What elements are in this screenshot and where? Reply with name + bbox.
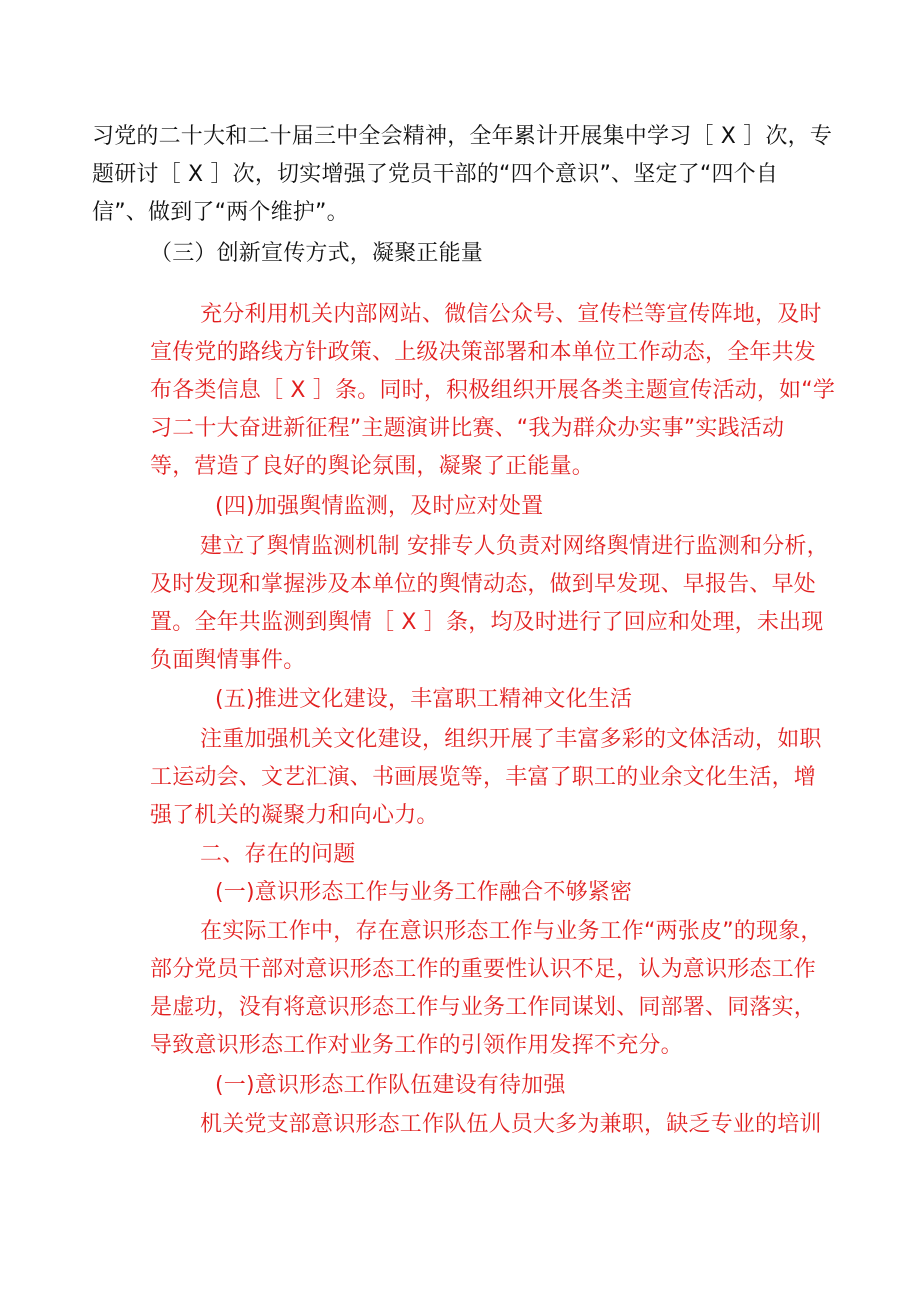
- paragraph-red-line-5: 等，营造了良好的舆论氛围，凝聚了正能量。: [150, 454, 595, 479]
- paragraph-red-line-12: 强了机关的凝聚力和向心力。: [150, 803, 439, 828]
- paragraph-red-line-15: 是虚功，没有将意识形态工作与业务工作同谋划、同部署、同落实，: [150, 995, 817, 1020]
- paragraph-red-line-6: 建立了舆情监测机制 安排专人负责对网络舆情进行监测和分析，: [200, 534, 829, 559]
- section-heading-4: (四)加强舆情监测，及时应对处置: [215, 494, 544, 519]
- section-heading-2-2: (一)意识形态工作队伍建设有待加强: [215, 1073, 566, 1098]
- section-heading-2-1: (一)意识形态工作与业务工作融合不够紧密: [215, 880, 633, 905]
- paragraph-red-line-14: 部分党员干部对意识形态工作的重要性认识不足，认为意识形态工作: [150, 957, 817, 982]
- paragraph-red-line-4: 习二十大奋进新征程”主题演讲比赛、“我为群众办实事”实践活动: [150, 416, 785, 441]
- chapter-heading-2: 二、存在的问题: [200, 842, 356, 867]
- paragraph-red-line-13: 在实际工作中，存在意识形态工作与业务工作“两张皮”的现象，: [200, 919, 823, 944]
- paragraph-red-line-8: 置。全年共监测到舆情［ X ］条，均及时进行了回应和处理，未出现: [150, 610, 824, 635]
- paragraph-red-line-11: 工运动会、文艺汇演、书画展览等，丰富了职工的业余文化生活，增: [150, 765, 817, 790]
- paragraph-red-line-9: 负面舆情事件。: [150, 648, 306, 673]
- paragraph-line-1: 习党的二十大和二十届三中全会精神，全年累计开展集中学习［ X ］次，专: [92, 124, 833, 149]
- paragraph-line-2: 题研讨［ X ］次，切实增强了党员干部的“四个意识”、坚定了“四个自: [92, 162, 779, 187]
- paragraph-line-3: 信”、做到了“两个维护”。: [92, 200, 349, 225]
- paragraph-red-line-10: 注重加强机关文化建设，组织开展了丰富多彩的文体活动，如职: [200, 727, 822, 752]
- paragraph-red-line-17: 机关党支部意识形态工作队伍人员大多为兼职，缺乏专业的培训: [200, 1112, 822, 1137]
- section-heading-3: （三）创新宣传方式，凝聚正能量: [150, 241, 484, 266]
- paragraph-red-line-1: 充分利用机关内部网站、微信公众号、宣传栏等宣传阵地，及时: [200, 302, 822, 327]
- paragraph-red-line-2: 宣传党的路线方针政策、上级决策部署和本单位工作动态，全年共发: [150, 340, 817, 365]
- paragraph-red-line-3: 布各类信息［ X ］条。同时，积极组织开展各类主题宣传活动，如“学: [150, 378, 836, 403]
- paragraph-red-line-16: 导致意识形态工作对业务工作的引领作用发挥不充分。: [150, 1033, 683, 1058]
- section-heading-5: (五)推进文化建设，丰富职工精神文化生活: [215, 687, 633, 712]
- paragraph-red-line-7: 及时发现和掌握涉及本单位的舆情动态，做到早发现、早报告、早处: [150, 572, 817, 597]
